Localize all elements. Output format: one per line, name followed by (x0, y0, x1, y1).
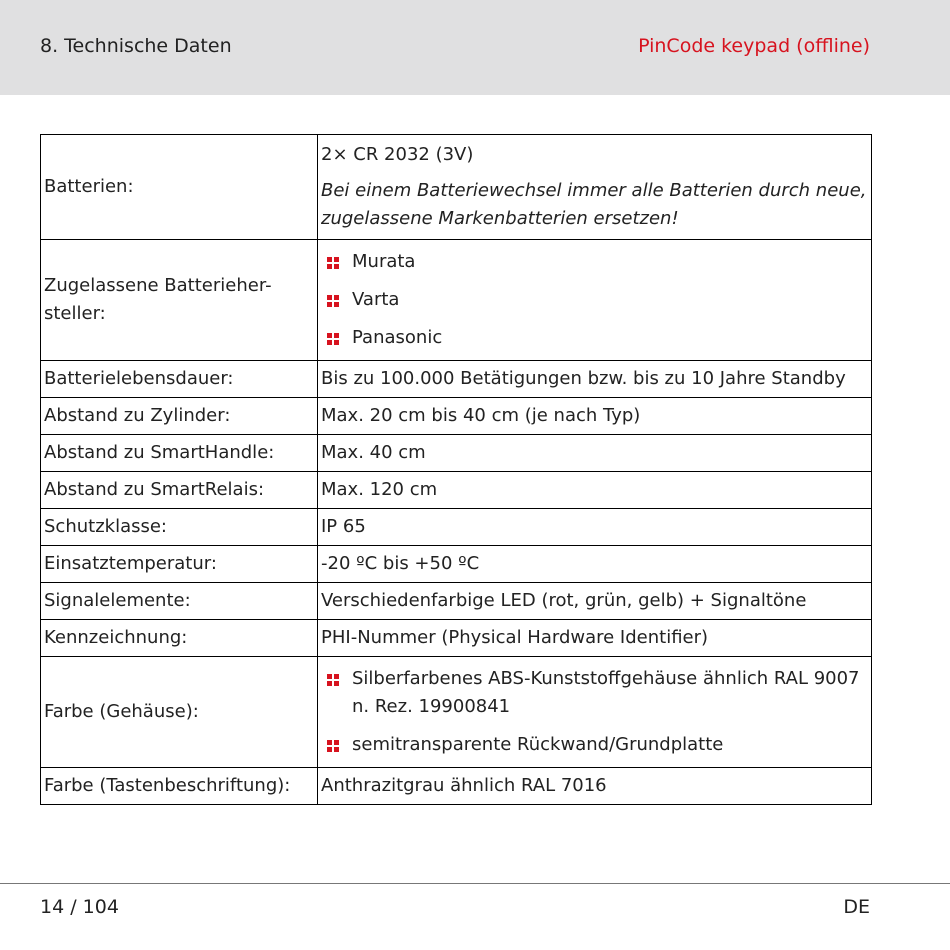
row-label: Farbe (Gehäuse): (41, 657, 318, 768)
bullet-icon (327, 740, 339, 752)
list-item (321, 731, 868, 759)
table-row (41, 546, 872, 583)
list-item-text: Murata (352, 251, 416, 272)
list-item (321, 324, 868, 352)
bullet-icon (327, 257, 339, 269)
row-label: Abstand zu Zylinder: (41, 398, 318, 435)
table-row (41, 509, 872, 546)
table-row (41, 620, 872, 657)
row-label: Schutzklasse: (41, 509, 318, 546)
row-label: Kennzeichnung: (41, 620, 318, 657)
row-value (318, 240, 872, 361)
row-value: Max. 40 cm (318, 435, 872, 472)
list-item (321, 248, 868, 276)
row-label: Abstand zu SmartRelais: (41, 472, 318, 509)
row-label: Batterielebensdauer: (41, 361, 318, 398)
list-item (321, 286, 868, 314)
row-label: Zugelassene Batterieher- steller: (41, 240, 318, 361)
housing-color-list (321, 665, 868, 759)
list-item-text: semitransparente Rückwand/Grundplatte (352, 734, 724, 755)
row-value: IP 65 (318, 509, 872, 546)
list-item (321, 665, 868, 721)
page-header (0, 0, 950, 95)
table-row (41, 583, 872, 620)
row-value (318, 135, 872, 240)
battery-type: 2× CR 2032 (3V) (321, 144, 474, 165)
row-value: -20 ºC bis +50 ºC (318, 546, 872, 583)
manufacturer-list (321, 248, 868, 352)
table-row-key-color (41, 768, 872, 805)
table-row-manufacturers (41, 240, 872, 361)
bullet-icon (327, 674, 339, 686)
row-label: Batterien: (41, 135, 318, 240)
page-number: 14 / 104 (40, 896, 119, 918)
table-row (41, 398, 872, 435)
row-value (318, 657, 872, 768)
table-row (41, 361, 872, 398)
row-value: Max. 20 cm bis 40 cm (je nach Typ) (318, 398, 872, 435)
row-label: Einsatztemperatur: (41, 546, 318, 583)
table-row (41, 435, 872, 472)
table-row-housing-color (41, 657, 872, 768)
table-row-batteries (41, 135, 872, 240)
row-label: Abstand zu SmartHandle: (41, 435, 318, 472)
row-value: Anthrazitgrau ähnlich RAL 7016 (318, 768, 872, 805)
list-item-text: Panasonic (352, 327, 443, 348)
row-value: Verschiedenfarbige LED (rot, grün, gelb) + Signaltöne (318, 583, 872, 620)
product-title: PinCode keypad (offline) (638, 35, 870, 57)
row-value: Max. 120 cm (318, 472, 872, 509)
list-item-text: Silberfarbenes ABS-Kunststoffgehäuse ähnlich RAL 9007 n. Rez. 19900841 (352, 668, 860, 717)
row-value: PHI-Nummer (Physical Hardware Identifier) (318, 620, 872, 657)
language-code: DE (843, 896, 870, 918)
list-item-text: Varta (352, 289, 400, 310)
bullet-icon (327, 333, 339, 345)
technical-data-table (40, 134, 872, 805)
battery-note: Bei einem Batteriewechsel immer alle Batterien durch neue, zugelassene Markenbatterien ersetzen! (321, 180, 867, 229)
bullet-icon (327, 295, 339, 307)
row-value: Bis zu 100.000 Betätigungen bzw. bis zu 10 Jahre Standby (318, 361, 872, 398)
table-row (41, 472, 872, 509)
section-title: 8. Technische Daten (40, 35, 232, 57)
footer-divider (0, 883, 950, 884)
row-label: Signalelemente: (41, 583, 318, 620)
row-label: Farbe (Tastenbeschriftung): (41, 768, 318, 805)
